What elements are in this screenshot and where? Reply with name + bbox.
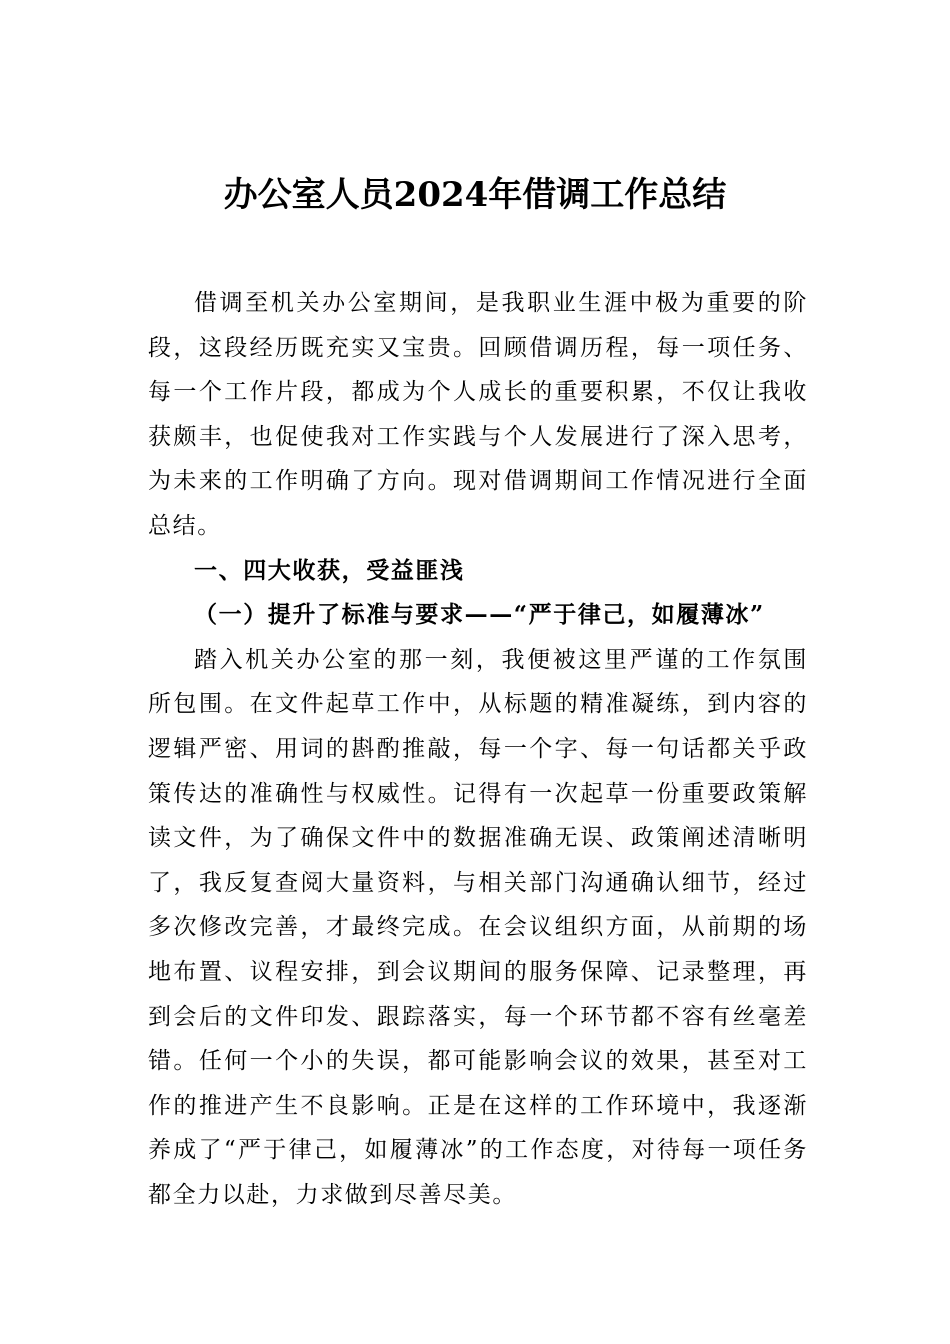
section-heading: 一、四大收获，受益匪浅	[194, 557, 465, 584]
intro-paragraph: 借调至机关办公室期间，是我职业生涯中极为重要的阶段，这段经历既充实又宝贵。回顾借调历程，每一项任务、每一个工作片段，都成为个人成长的重要积累，不仅让我收获颇丰，也促使我对工作实践与个人发展进行了深入思考，为未来的工作明确了方向。现对借调期间工作情况进行全面总结。	[148, 290, 808, 539]
document-body	[148, 281, 808, 1217]
document-title: 办公室人员2024年借调工作总结	[223, 175, 727, 215]
subsection-paragraph: 踏入机关办公室的那一刻，我便被这里严谨的工作氛围所包围。在文件起草工作中，从标题的精准凝练，到内容的逻辑严密、用词的斟酌推敲，每一个字、每一句话都关乎政策传达的准确性与权威性。记得有一次起草一份重要政策解读文件，为了确保文件中的数据准确无误、政策阐述清晰明了，我反复查阅大量资料，与相关部门沟通确认细节，经过多次修改完善，才最终完成。在会议组织方面，从前期的场地布置、议程安排，到会议期间的服务保障、记录整理，再到会后的文件印发、跟踪落实，每一个环节都不容有丝毫差错。任何一个小的失误，都可能影响会议的效果，甚至对工作的推进产生不良影响。正是在这样的工作环境中，我逐渐养成了“严于律己，如履薄冰”的工作态度，对待每一项任务都全力以赴，力求做到尽善尽美。	[148, 646, 808, 1208]
subsection-heading: （一）提升了标准与要求——“严于律己，如履薄冰”	[194, 601, 765, 629]
